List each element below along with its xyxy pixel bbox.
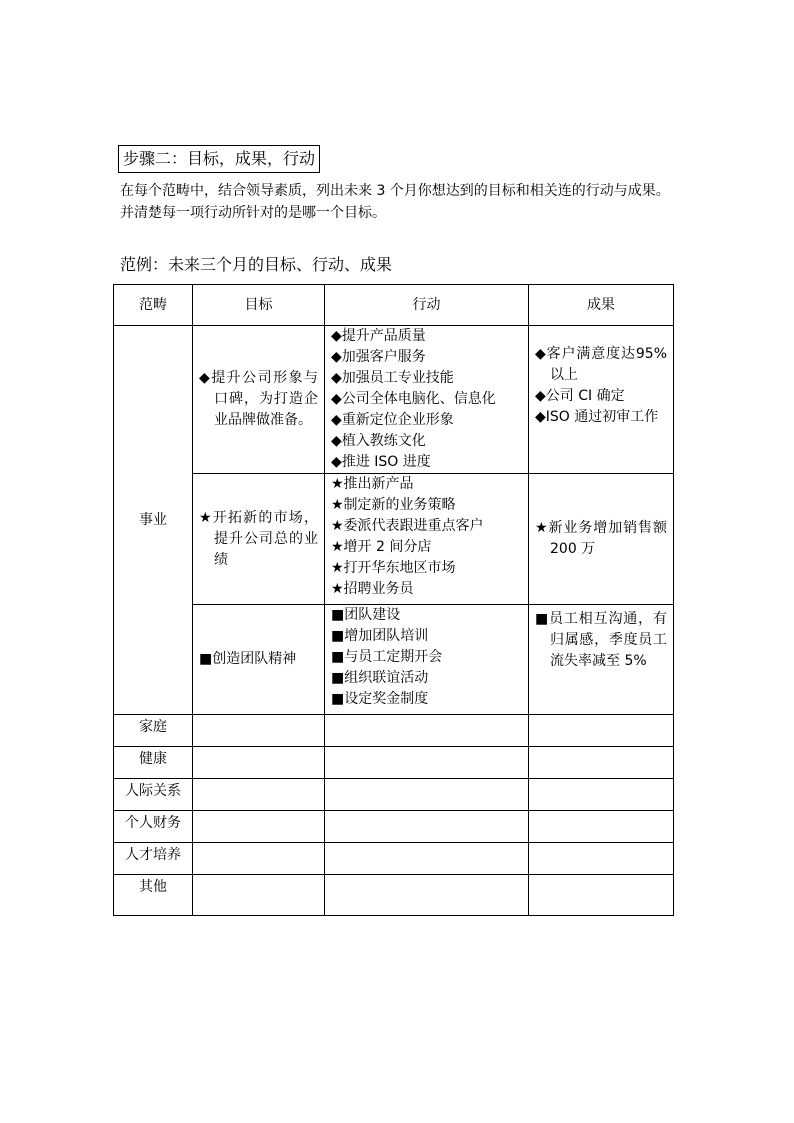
actions-brand — [325, 326, 529, 474]
header-result: 成果 — [529, 285, 674, 326]
step-title: 步骤二：目标，成果，行动 — [118, 145, 320, 173]
empty-cell — [193, 811, 325, 843]
empty-cell — [193, 715, 325, 747]
actions-team — [325, 605, 529, 715]
goal-brand-text: ◆提升公司形象与口碑，为打造企业品牌做准备。 — [199, 370, 318, 428]
empty-cell — [325, 875, 529, 916]
empty-cell — [529, 715, 674, 747]
table-row — [114, 875, 674, 916]
table-row — [114, 605, 674, 715]
list-item: ★制定新的业务策略 — [331, 497, 456, 513]
table-header-row — [114, 285, 674, 326]
empty-cell — [325, 843, 529, 875]
table-row — [114, 715, 674, 747]
header-category: 范畴 — [114, 285, 193, 326]
list-item: ★新业务增加销售额 200 万 — [535, 520, 667, 557]
table-row — [114, 326, 674, 474]
empty-cell — [529, 747, 674, 779]
category-health: 健康 — [114, 747, 193, 779]
table-row — [114, 747, 674, 779]
category-career: 事业 — [114, 326, 193, 715]
goal-market-text: ★开拓新的市场，提升公司总的业绩 — [199, 509, 318, 568]
intro-paragraph: 在每个范畴中，结合领导素质，列出未来 3 个月你想达到的目标和相关连的行动与成果。并清楚每一项行动所针对的是哪一个目标。 — [120, 183, 670, 221]
list-item: ◆植入教练文化 — [331, 433, 426, 449]
empty-cell — [529, 811, 674, 843]
empty-cell — [193, 875, 325, 916]
empty-cell — [325, 779, 529, 811]
goal-team — [193, 605, 325, 715]
list-item: ◆推进 ISO 进度 — [331, 454, 431, 470]
empty-cell — [325, 715, 529, 747]
list-item: ■增加团队培训 — [331, 628, 429, 644]
goals-actions-results-table — [113, 284, 674, 916]
table-row — [114, 843, 674, 875]
category-finance: 个人财务 — [114, 811, 193, 843]
list-item: ★增开 2 间分店 — [331, 539, 432, 555]
empty-cell — [325, 747, 529, 779]
empty-cell — [193, 843, 325, 875]
header-action: 行动 — [325, 285, 529, 326]
list-item: ◆加强客户服务 — [331, 349, 426, 365]
list-item: ★招聘业务员 — [331, 581, 414, 597]
list-item: ◆重新定位企业形象 — [331, 412, 454, 428]
goal-team-text: ■创造团队精神 — [199, 651, 297, 667]
list-item: ◆客户满意度达95%以上 — [535, 346, 667, 383]
list-item: ◆加强员工专业技能 — [331, 370, 454, 386]
category-talent: 人才培养 — [114, 843, 193, 875]
empty-cell — [529, 843, 674, 875]
empty-cell — [193, 779, 325, 811]
list-item: ■设定奖金制度 — [331, 691, 429, 707]
actions-market — [325, 474, 529, 605]
empty-cell — [193, 747, 325, 779]
table-row — [114, 474, 674, 605]
list-item: ★打开华东地区市场 — [331, 560, 456, 576]
list-item: ■团队建设 — [331, 607, 401, 623]
table-row — [114, 779, 674, 811]
list-item: ■与员工定期开会 — [331, 649, 443, 665]
empty-cell — [529, 779, 674, 811]
list-item: ★委派代表跟进重点客户 — [331, 518, 484, 534]
category-other: 其他 — [114, 875, 193, 916]
example-title: 范例：未来三个月的目标、行动、成果 — [120, 255, 393, 274]
results-team — [529, 605, 674, 715]
list-item: ◆提升产品质量 — [331, 328, 426, 344]
results-brand — [529, 326, 674, 474]
category-family: 家庭 — [114, 715, 193, 747]
table-row — [114, 811, 674, 843]
results-market — [529, 474, 674, 605]
goal-brand — [193, 326, 325, 474]
empty-cell — [529, 875, 674, 916]
empty-cell — [325, 811, 529, 843]
header-goal: 目标 — [193, 285, 325, 326]
goal-market — [193, 474, 325, 605]
list-item: ◆公司全体电脑化、信息化 — [331, 391, 496, 407]
category-relationships: 人际关系 — [114, 779, 193, 811]
list-item: ◆公司 CI 确定 — [535, 388, 625, 404]
list-item: ■组织联谊活动 — [331, 670, 429, 686]
list-item: ■员工相互沟通，有归属感，季度员工流失率减至 5% — [535, 611, 667, 669]
list-item: ★推出新产品 — [331, 476, 414, 492]
list-item: ◆ISO 通过初审工作 — [535, 409, 659, 425]
